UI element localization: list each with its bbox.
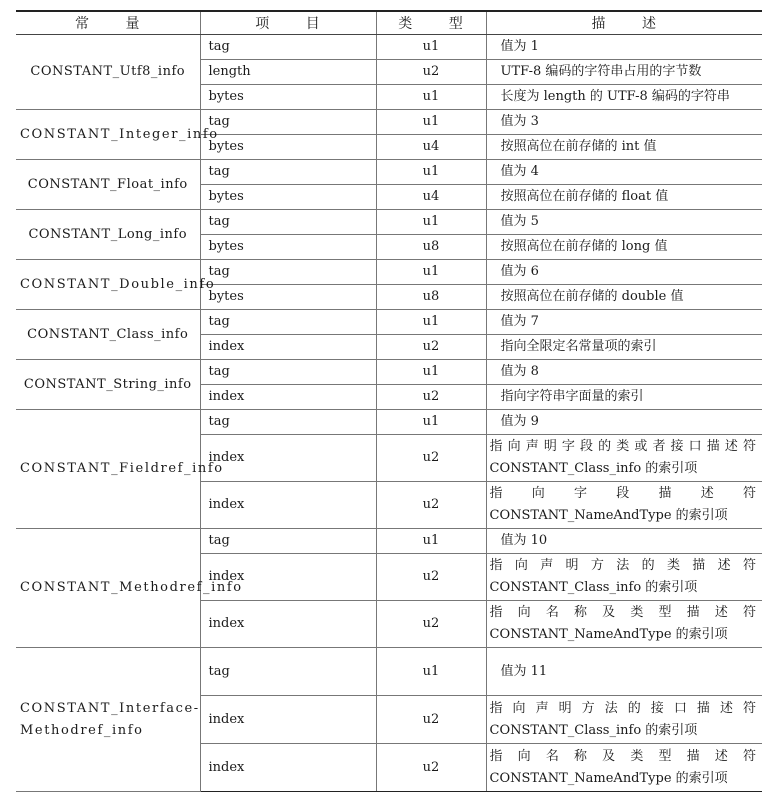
constant-name: CONSTANT_Interface-Methodref_info [16, 648, 200, 792]
item-cell: index [200, 601, 376, 648]
description-cell: 指向声明方法的类描述符 CONSTANT_Class_info 的索引项 [486, 554, 762, 601]
header-constant: 常 量 [16, 11, 200, 35]
type-cell: u1 [376, 85, 486, 110]
type-cell: u4 [376, 135, 486, 160]
constant-pool-table [16, 10, 762, 792]
description-cell: 值为 3 [486, 110, 762, 135]
description-cell: 指向名称及类型描述符 CONSTANT_NameAndType 的索引项 [486, 601, 762, 648]
table-row [16, 210, 762, 235]
description-cell: 指向声明字段的类或者接口描述符 CONSTANT_Class_info 的索引项 [486, 435, 762, 482]
type-cell: u2 [376, 482, 486, 529]
description-cell: 指向声明方法的接口描述符 CONSTANT_Class_info 的索引项 [486, 696, 762, 744]
type-cell: u2 [376, 601, 486, 648]
description-cell: 指向字符串字面量的索引 [486, 385, 762, 410]
item-cell: tag [200, 260, 376, 285]
item-cell: index [200, 385, 376, 410]
constant-name: CONSTANT_Long_info [16, 210, 200, 260]
item-cell: length [200, 60, 376, 85]
table-header [16, 11, 762, 35]
item-cell: index [200, 335, 376, 360]
constant-name: CONSTANT_Class_info [16, 310, 200, 360]
table-row [16, 410, 762, 435]
table-body [16, 35, 762, 792]
item-cell: tag [200, 310, 376, 335]
item-cell: bytes [200, 285, 376, 310]
description-cell: 值为 9 [486, 410, 762, 435]
constant-name: CONSTANT_Utf8_info [16, 35, 200, 110]
description-cell: 指向名称及类型描述符 CONSTANT_NameAndType 的索引项 [486, 744, 762, 792]
description-cell: 指向全限定名常量项的索引 [486, 335, 762, 360]
item-cell: index [200, 482, 376, 529]
item-cell: tag [200, 360, 376, 385]
table-row [16, 529, 762, 554]
type-cell: u1 [376, 310, 486, 335]
description-cell: 按照高位在前存储的 double 值 [486, 285, 762, 310]
type-cell: u8 [376, 235, 486, 260]
type-cell: u2 [376, 435, 486, 482]
item-cell: tag [200, 110, 376, 135]
item-cell: tag [200, 210, 376, 235]
header-description: 描 述 [486, 11, 762, 35]
constant-name: CONSTANT_Methodref_info [16, 529, 200, 648]
description-cell: 长度为 length 的 UTF-8 编码的字符串 [486, 85, 762, 110]
item-cell: tag [200, 648, 376, 696]
table-row [16, 360, 762, 385]
type-cell: u1 [376, 529, 486, 554]
constant-name: CONSTANT_Fieldref_info [16, 410, 200, 529]
item-cell: tag [200, 410, 376, 435]
item-cell: bytes [200, 85, 376, 110]
type-cell: u1 [376, 648, 486, 696]
item-cell: tag [200, 160, 376, 185]
description-cell: 指向字段描述符 CONSTANT_NameAndType 的索引项 [486, 482, 762, 529]
description-cell: 值为 7 [486, 310, 762, 335]
type-cell: u2 [376, 335, 486, 360]
table-row [16, 110, 762, 135]
type-cell: u2 [376, 60, 486, 85]
type-cell: u1 [376, 260, 486, 285]
description-cell: 值为 11 [486, 648, 762, 696]
description-cell: 值为 1 [486, 35, 762, 60]
description-cell: 值为 10 [486, 529, 762, 554]
header-item: 项 目 [200, 11, 376, 35]
type-cell: u2 [376, 696, 486, 744]
type-cell: u1 [376, 210, 486, 235]
description-cell: 值为 6 [486, 260, 762, 285]
constant-name: CONSTANT_String_info [16, 360, 200, 410]
item-cell: bytes [200, 235, 376, 260]
type-cell: u8 [376, 285, 486, 310]
type-cell: u1 [376, 160, 486, 185]
description-cell: 值为 5 [486, 210, 762, 235]
description-cell: 值为 4 [486, 160, 762, 185]
constant-name: CONSTANT_Float_info [16, 160, 200, 210]
item-cell: index [200, 696, 376, 744]
item-cell: bytes [200, 185, 376, 210]
type-cell: u4 [376, 185, 486, 210]
type-cell: u1 [376, 110, 486, 135]
header-type: 类 型 [376, 11, 486, 35]
item-cell: tag [200, 35, 376, 60]
description-cell: UTF-8 编码的字符串占用的字节数 [486, 60, 762, 85]
table-row [16, 260, 762, 285]
type-cell: u2 [376, 744, 486, 792]
item-cell: index [200, 744, 376, 792]
item-cell: bytes [200, 135, 376, 160]
table-row [16, 160, 762, 185]
description-cell: 按照高位在前存储的 long 值 [486, 235, 762, 260]
item-cell: index [200, 435, 376, 482]
table-row [16, 35, 762, 60]
description-cell: 按照高位在前存储的 float 值 [486, 185, 762, 210]
table-row [16, 648, 762, 696]
type-cell: u2 [376, 554, 486, 601]
type-cell: u1 [376, 410, 486, 435]
description-cell: 值为 8 [486, 360, 762, 385]
description-cell: 按照高位在前存储的 int 值 [486, 135, 762, 160]
type-cell: u2 [376, 385, 486, 410]
table-row [16, 310, 762, 335]
item-cell: tag [200, 529, 376, 554]
constant-name: CONSTANT_Integer_info [16, 110, 200, 160]
item-cell: index [200, 554, 376, 601]
type-cell: u1 [376, 35, 486, 60]
constant-name: CONSTANT_Double_info [16, 260, 200, 310]
type-cell: u1 [376, 360, 486, 385]
